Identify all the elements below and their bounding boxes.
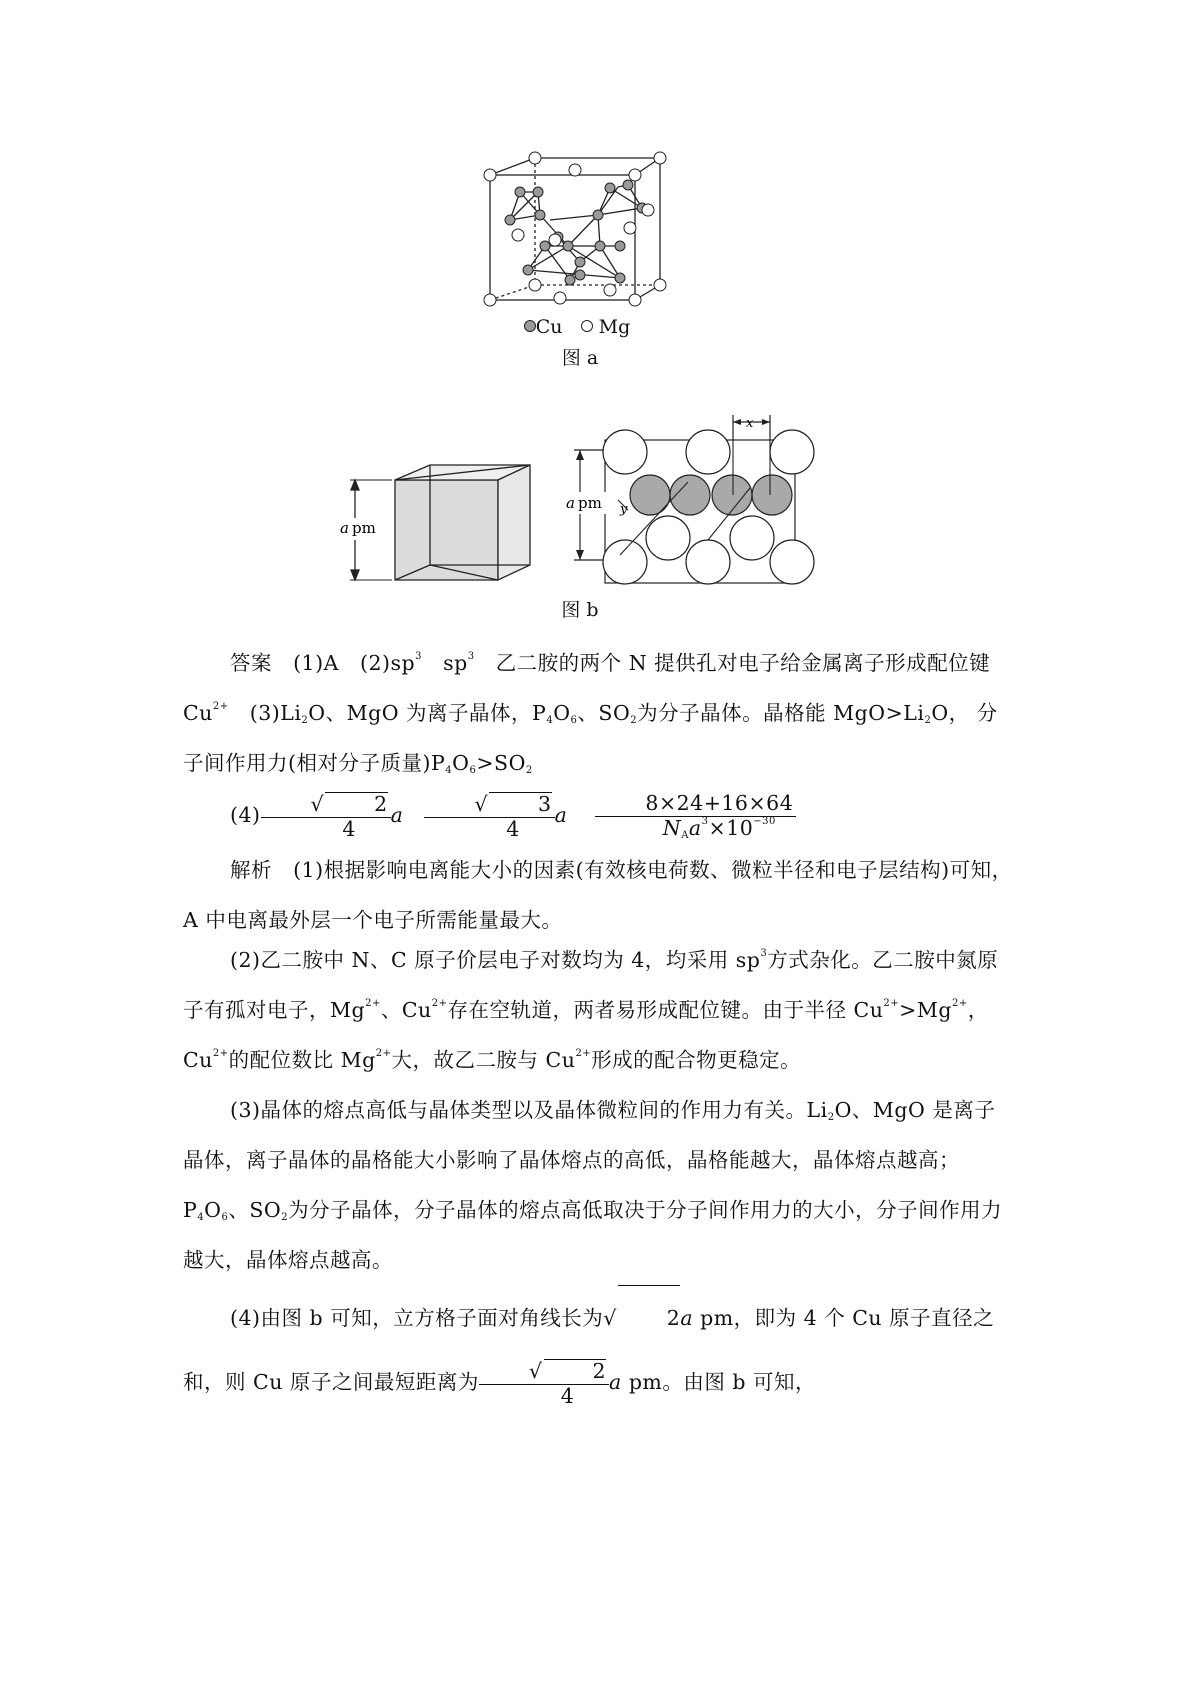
fraction-2: $\frac{√ 3}{4}$ <box>424 792 554 841</box>
legend-mg: Mg <box>598 316 631 338</box>
p2-b: 方式杂化。乙二胺中氮原子有孤对电子，Mg <box>183 948 999 1022</box>
figure-b-cube <box>330 460 540 590</box>
var-a: a <box>390 803 404 827</box>
face-label-y: y <box>620 502 628 517</box>
fraction-p4: $\frac{√ 2}{4}$ <box>479 1359 609 1408</box>
p2-a: (2)乙二胺中 N、C 原子价层电子对数均为 4，均采用 sp <box>230 948 761 972</box>
frac3-num: 8×24+16×64 <box>595 792 796 817</box>
sub: 2 <box>827 1112 835 1123</box>
sub: 2 <box>630 715 638 726</box>
figure-a-crystal <box>480 150 680 330</box>
sub: 4 <box>197 1212 205 1223</box>
answer-part2-prefix: (2)sp <box>359 651 416 675</box>
p4-sqrt: 2 <box>618 1285 681 1350</box>
frac2-den: 4 <box>506 816 520 841</box>
frac3-a: a <box>688 816 702 840</box>
p3-b: O、MgO 是离子晶体，离子晶体的晶格能大小影响了晶体熔点的高低，晶格能越大，晶体熔点越高；P <box>183 1098 996 1222</box>
p4-c: pm。由图 b 可知， <box>628 1370 817 1394</box>
fraction-3 <box>595 792 796 840</box>
analysis-p2 <box>183 935 1013 1085</box>
sub: 2 <box>301 715 309 726</box>
analysis-p3 <box>183 1085 1013 1285</box>
figure-b-caption: 图 b <box>561 599 599 621</box>
charge: 2+ <box>951 998 968 1009</box>
answer-part4-prefix: (4) <box>230 803 261 827</box>
answer-label: 答案 <box>230 651 272 675</box>
p3-c: O <box>204 1198 222 1222</box>
frac1-num: 2 <box>325 792 388 817</box>
analysis-p4: (4)由图 b 可知，立方格子面对角线长为√ 2a pm，即为 4 个 Cu 原子直径之和，则 Cu 原子之间最短距离为 $\frac{√ 2}{4}$ a pm。由图 b 可知， <box>183 1285 1013 1414</box>
sub: 4 <box>546 715 554 726</box>
p2-i: 形成的配合物更稳定。 <box>591 1048 802 1072</box>
charge: 2+ <box>575 1048 592 1059</box>
cube-label-a: a <box>340 519 349 537</box>
exp3: 3 <box>467 651 475 662</box>
figure-a-legend <box>517 316 637 338</box>
p4-b: pm，即为 4 个 Cu 原子直径之和，则 Cu 原子之间最短距离为 <box>183 1306 995 1394</box>
p3-e: 为分子晶体，分子晶体的熔点高低取决于分子间作用力的大小，分子间作用力越大，晶体熔点越高。 <box>183 1198 1003 1272</box>
sub: 6 <box>570 715 578 726</box>
p2-f: ，Cu <box>183 998 989 1072</box>
charge: 2+ <box>431 998 448 1009</box>
answer-sp: sp <box>443 651 468 675</box>
answer-cu: Cu <box>183 701 213 725</box>
p2-d: 存在空轨道，两者易形成配位键。由于半径 Cu <box>447 998 884 1022</box>
p2-h: 大，故乙二胺与 Cu <box>391 1048 576 1072</box>
answer-part3-e: 为分子晶体。晶格能 MgO>Li <box>637 701 925 725</box>
p2-e: >Mg <box>899 998 952 1022</box>
frac1-den: 4 <box>342 816 356 841</box>
p3-d: 、SO <box>228 1198 282 1222</box>
answer-part3-d: 、SO <box>577 701 631 725</box>
legend-cu: Cu <box>535 316 563 338</box>
charge: 2+ <box>365 998 381 1009</box>
p4-frac-den: 4 <box>560 1383 575 1408</box>
frac3-exp: −30 <box>753 816 776 827</box>
frac3-na: N <box>662 816 682 840</box>
var-a: a <box>609 1370 622 1394</box>
charge: 2+ <box>212 1048 229 1059</box>
answer-part2-text: 乙二胺的两个 N 提供孔对电子给金属离子形成配位键 <box>495 651 991 675</box>
cu-legend-dot-icon <box>524 320 536 332</box>
sub: 2 <box>924 715 932 726</box>
answer-part4 <box>183 785 1013 845</box>
sub: 6 <box>221 1212 229 1223</box>
charge: 2+ <box>883 998 900 1009</box>
p4-a: (4)由图 b 可知，立方格子面对角线长为 <box>230 1306 604 1330</box>
answer-block <box>183 638 1013 788</box>
sub: 4 <box>445 765 453 776</box>
answer-line3-c: >SO <box>476 751 526 775</box>
exp3: 3 <box>415 651 423 662</box>
p3-a: (3)晶体的熔点高低与晶体类型以及晶体微粒间的作用力有关。Li <box>230 1098 828 1122</box>
face-label-a: a <box>566 494 575 512</box>
figure-b-face <box>560 410 825 590</box>
answer-line3-b: O <box>452 751 470 775</box>
exp3: 3 <box>760 948 768 959</box>
face-label-pm: pm <box>578 494 602 512</box>
answer-part3-b: O、MgO 为离子晶体，P <box>308 701 547 725</box>
analysis-p1-text: (1)根据影响电离能大小的因素(有效核电荷数、微粒半径和电子层结构)可知，A 中电离最外层一个电子所需能量最大。 <box>183 858 1013 932</box>
fraction-1: $\frac{√ 2}{4}$ <box>261 792 391 841</box>
p4-frac-num: 2 <box>544 1359 607 1384</box>
figure-a-caption: 图 a <box>561 347 599 369</box>
charge: 2+ <box>375 1048 392 1059</box>
answer-part3-c: O <box>553 701 571 725</box>
frac3-a-exp: 3 <box>701 816 709 827</box>
answer-line3-a: 分子间作用力(相对分子质量)P <box>183 701 998 775</box>
answer-part1: (1)A <box>293 651 339 675</box>
sub: 2 <box>525 765 533 776</box>
sub: 2 <box>281 1212 289 1223</box>
face-label-x: x <box>746 416 754 431</box>
p2-c: 、Cu <box>380 998 432 1022</box>
analysis-p1 <box>183 845 1013 945</box>
frac3-times: ×10 <box>708 816 754 840</box>
p2-g: 的配位数比 Mg <box>228 1048 376 1072</box>
frac2-num: 3 <box>489 792 552 817</box>
analysis-label: 解析 <box>230 858 272 882</box>
answer-part3-f: O， <box>931 701 970 725</box>
cu-charge: 2+ <box>212 701 229 712</box>
var-a: a <box>680 1306 694 1330</box>
mg-legend-dot-icon <box>581 320 593 332</box>
frac3-na-sub: A <box>681 830 689 841</box>
var-a: a <box>554 803 568 827</box>
sub: 6 <box>469 765 477 776</box>
answer-part3-a: (3)Li <box>249 701 302 725</box>
cube-label-pm: pm <box>352 519 376 537</box>
